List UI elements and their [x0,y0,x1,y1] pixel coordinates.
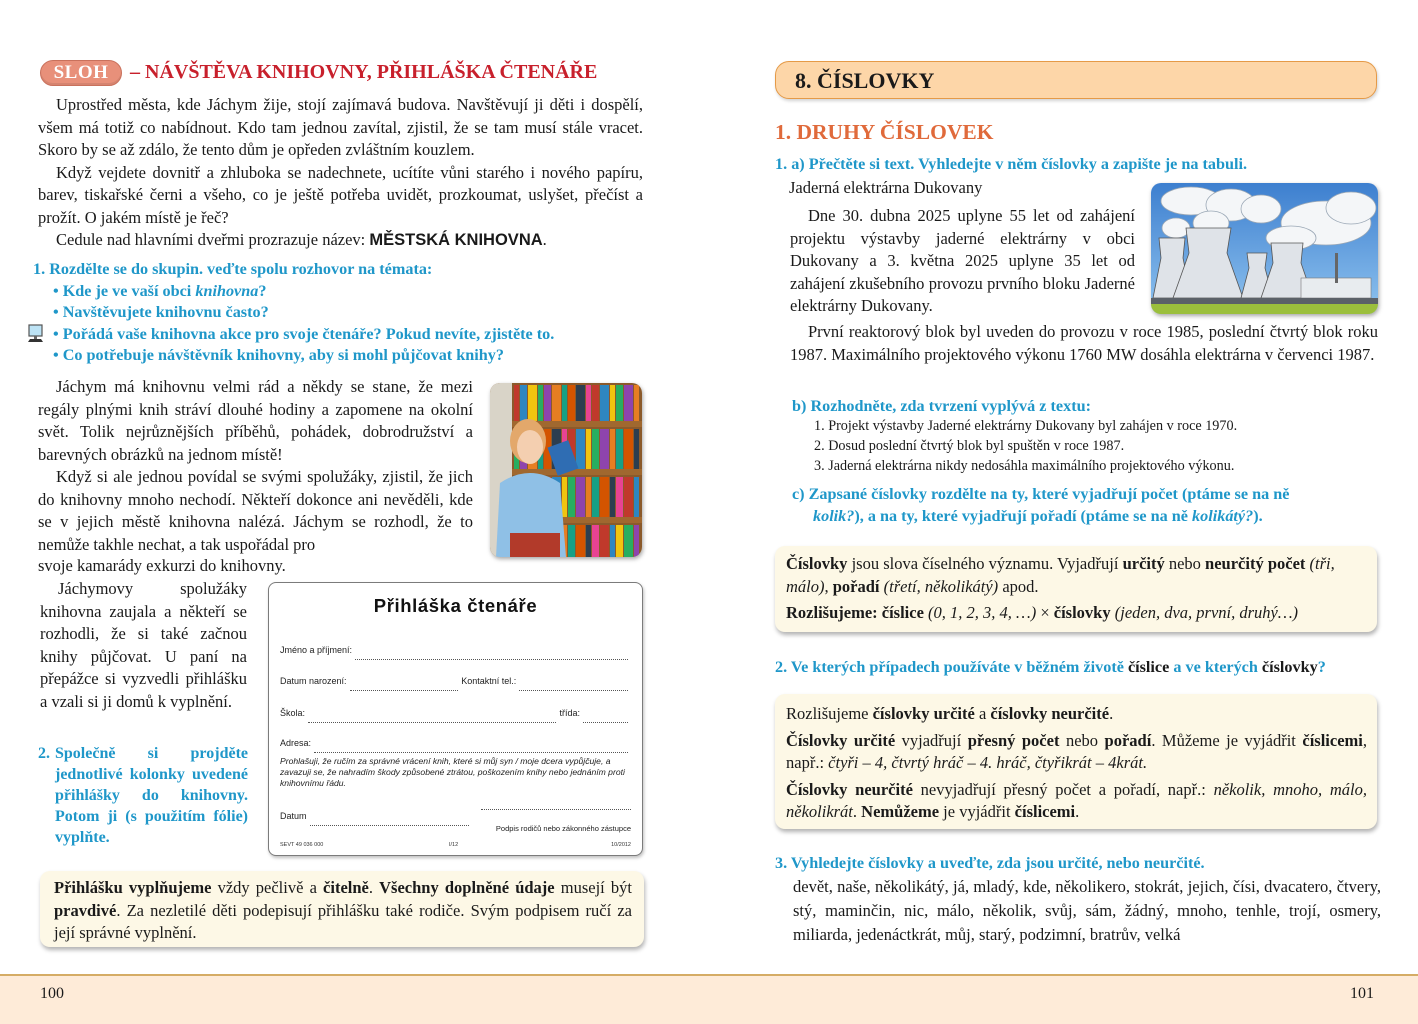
task-2-text: Společně si projděte jednotlivé kolonky uvedené přihlášky do knihovny. Potom ji (s použitím fólie) vyplňte. [55,745,248,846]
book-spine [552,385,561,421]
note-text: Rozlišujeme [786,704,873,723]
intro-paragraph-1: Uprostřed města, kde Jáchym žije, stojí zajímavá budova. Navštěvují ji děti i dospělí, všem má totiž co nabídnout. Kdo tam jednou zavítal, zjistil, že se tam musí stále vracet. Skoro by se až zdálo, že tento dům je opředen zvláštním kouzlem. [38,95,643,159]
note-text: jsou slova číselného významu. Vyjadřují [847,554,1123,573]
note-text: je vyjádřit [939,802,1015,821]
task-1-bullet: • Pořádá vaše knihovna akce pro svoje čtenáře? Pokud nevíte, zjistěte to. [53,324,555,343]
task-2 [38,743,248,848]
statements-list [814,416,1237,476]
note-bold: číslicemi [1014,802,1076,821]
form-declaration: Prohlašuji, že ručím za správné vrácení knih, které si můj syn / moje dcera vypůjčuje, a zavazuji se, že nahradím škody způsobené ztrátou, poškozením knihy nebo jednáním proti knihovnímu řádu. [280,756,625,788]
form-label: Adresa: [280,738,312,748]
form-row-school [280,702,631,725]
book-spine [634,385,639,421]
book-spine [610,477,615,517]
numerals-definition-note [775,546,1377,632]
book-spine [576,525,585,557]
question-text: ? [1317,658,1326,676]
form-label: Kontaktní tel.: [461,676,517,686]
task-2-number: 2. [38,745,50,762]
page-number-right: 101 [1350,985,1374,1002]
book-spine [610,385,615,421]
section-title: 1. DRUHY ČÍSLOVEK [775,120,994,144]
task-1-heading: 1. Rozdělte se do skupin. veďte spolu rozhovor na témata: [33,260,433,278]
note-text: . [368,878,380,897]
note-bold: čitelně [323,878,369,897]
book-spine [586,385,591,421]
note-text: nebo [1164,554,1206,573]
book-spine [600,525,609,557]
article-title: Jaderná elektrárna Dukovany [789,178,983,197]
note-bold: číslicemi [1302,730,1363,750]
book-spine [576,429,585,469]
form-field-birth-date[interactable] [350,683,459,691]
note-bold: číslovky určité [872,704,975,723]
book-spine [616,385,623,421]
statement-item: 1. Projekt výstavby Jaderné elektrárny Dukovany byl zahájen v roce 1970. [814,418,1238,434]
question-text: ). [1253,507,1263,525]
note-bold: pořadí [832,576,880,596]
note-example: (tři, málo) [786,554,1335,596]
form-field-address[interactable] [314,745,628,753]
form-row-date [280,805,472,828]
page-number-left: 100 [40,985,64,1002]
question-text: ), a na ty, které vyjadřují pořadí (ptáme se na ně [854,507,1193,525]
form-row-name [280,639,631,662]
book-spine [624,477,633,517]
page-footer [0,974,1418,1024]
form-label: Jméno a příjmení: [280,645,353,655]
form-footer-date: 10/2012 [611,842,631,848]
note-bold: neurčitý počet [1205,554,1306,573]
book-spine [586,477,591,517]
types-line-2 [786,730,1367,775]
sloh-badge: SLOH [40,60,122,86]
form-signature-line[interactable] [481,809,631,810]
boy-in-library-illustration [490,383,642,557]
note-text: . [1075,802,1080,821]
question-3-words: devět, naše, několikátý, já, mladý, kde, několikero, stokrát, jejich, čísi, dvacatero, čtvery, stý, maminčin, nic, málo, několik, svůj, sám, žádný, mnoho, tenhle, trojí, osmery, miliarda, jedenáctkrát, můj, starý, podzimní, bratrův, velká [793,877,1381,944]
book-spine [568,525,575,557]
note-bold: číslovky [1053,603,1111,622]
note-text: nevyjadřují přesný počet a pořadí, např.: [912,779,1214,799]
note-text: , např.: [786,730,1367,772]
form-field-phone[interactable] [519,683,628,691]
story-text [38,376,473,556]
intro-paragraph-3 [38,229,643,252]
chapter-title: 8. ČÍSLOVKY [795,68,935,93]
question-emphasis: kolikátý? [1192,507,1254,525]
book-spine [592,525,599,557]
form-signature-label: Podpis rodičů nebo zákonného zástupce [495,824,631,833]
intro-text [38,94,643,252]
question-1c [792,483,1382,527]
library-application-form [268,582,643,856]
nuclear-plant-illustration [1151,183,1378,314]
book-spine [624,429,633,469]
story-continuation [40,578,247,713]
note-example: několik, mnoho, málo, několikrát [786,779,1367,821]
note-example: čtyři – 4, čtvrtý hráč – 4. hráč, čtyřikrát – 4krát. [828,753,1148,772]
bullet-text: • Kde je ve vaší obci [53,281,196,300]
book-spine [586,429,591,469]
form-title: Přihláška čtenáře [373,595,538,616]
note-text: × [1036,603,1054,622]
book-spine [544,385,551,421]
note-text: . [852,802,862,821]
note-bold: Rozlišujeme: číslice [786,603,924,622]
form-row-birth-phone [280,670,631,693]
book-spine [616,477,623,517]
book-spine [634,525,639,557]
statement-item: 3. Jaderná elektrárna nikdy nedosáhla maximálního projektového výkonu. [814,458,1235,474]
story-paragraph-2: Když si ale jednou povídal se svými spolužáky, zjistil, že jich do knihovny mnoho nechodí. Někteří dokonce ani nevěděli, kde se v jejich městě knihovna nalézá. Jáchym se rozhodl, že to nemůže takhle nechat, a tak uspořádal pro [38,467,473,554]
form-label: Škola: [280,708,306,718]
form-field-school[interactable] [308,715,556,723]
note-bold: Číslovky určité [786,730,896,750]
intro-paragraph-2: Když vejdete dovnitř a zhluboka se nadechnete, ucítíte vůni starého i nového papíru, barev, tiskařské černi a všeho, co je ještě potřeba uvidět, prozkoumat, uslyšet, přečíst a prožít. O jakém místě je řeč? [38,162,643,227]
question-2 [775,656,1385,679]
sign-prefix: Cedule nad hlavními dveřmi prozrazuje název: [56,230,370,249]
note-text: apod. [998,576,1039,596]
book-spine [520,385,527,421]
form-footer-mid: I/12 [449,842,459,848]
book-spine [562,477,567,517]
note-text: . [1109,704,1114,723]
book-spine [528,385,537,421]
book-spine [600,477,609,517]
form-label: Datum narození: [280,676,347,686]
book-spine [592,477,599,517]
question-keyword: číslice [1127,658,1170,676]
note-text: a [974,704,991,723]
question-text: a ve kterých [1169,658,1262,676]
question-emphasis: kolik? [813,507,855,525]
book-spine [538,385,543,421]
book-spine [592,385,599,421]
book-spine [592,429,599,469]
note-text: nebo [1059,730,1105,750]
note-bold: přesný počet [967,730,1060,750]
form-label: Datum [280,811,307,821]
story-paragraph-3: Jáchymovy spolužáky knihovna zaujala a někteří se rozhodli, že si také začnou knihy půjčovat. U paní na přepážce si vyzvedli přihlášku a vzali si ji domů k vyplnění. [40,579,247,711]
form-footer-code: SEVT 49 036 000 [280,842,324,848]
statement-item: 2. Dosud poslední čtvrtý blok byl spuštěn v roce 1987. [814,438,1125,454]
note-bold: Nemůžeme [861,802,940,821]
book-spine [624,525,633,557]
note-text: , [824,576,833,596]
left-page-title: – NÁVŠTĚVA KNIHOVNY, PŘIHLÁŠKA ČTENÁŘE [130,61,598,83]
note-text: . Můžeme je vyjádřit [1151,730,1303,750]
book-spine [624,385,633,421]
book-spine [616,525,623,557]
story-paragraph-1: Jáchym má knihovnu velmi rád a někdy se stane, že mezi regály plnými knih stráví dlouhé hodiny a zapomene na okolní svět. Tolik nejrůznějších příběhů, pohádek, dobrodružství a barevných obrázků na jednom místě! [38,377,473,464]
book-spine [568,385,575,421]
story-last-line: svoje kamarády exkurzi do knihovny. [38,556,286,575]
question-keyword: číslovky [1261,658,1318,676]
note-bold: Přihlášku vyplňujeme [54,878,212,897]
definition-line-2 [786,602,1367,625]
book-spine [576,385,585,421]
question-1b: b) Rozhodněte, zda tvrzení vyplývá z textu: [792,397,1091,415]
book-spine [562,385,567,421]
form-label: třída: [559,708,580,718]
article-paragraph-1: Dne 30. dubna 2025 uplyne 55 let od zahájení projektu výstavby jaderné elektrárny v obci Dukovany a 3. května 2025 uplyne 35 let od zahájení zkušebního provozu prvního bloku Jaderné elektrárny Dukovany. [790,206,1135,315]
book-spine [568,477,575,517]
form-field-date[interactable] [310,818,469,826]
form-filling-note [40,871,644,947]
note-bold: pravdivé [54,900,117,920]
question-1c-line-1: c) Zapsané číslovky rozdělte na ty, které vyjadřují počet (ptáme se na ně [792,485,1290,503]
note-text: vyjadřují [895,730,968,750]
form-field-name[interactable] [355,652,628,660]
computer-icon [26,324,48,344]
book-spine [576,477,585,517]
note-text: vždy pečlivě a [211,878,324,897]
note-bold: Všechny doplněné údaje [379,878,555,897]
question-1a: 1. a) Přečtěte si text. Vyhledejte v něm číslovky a zapište je na tabuli. [775,155,1248,173]
book-spine [634,429,639,469]
book-spine [610,525,615,557]
book-spine [600,385,609,421]
form-row-address [280,732,631,755]
task-1-bullet: • Navštěvujete knihovnu často? [53,303,269,321]
note-bold: číslovky neurčité [990,704,1110,723]
task-1 [33,259,633,367]
question-1c-line-2 [792,505,1382,527]
note-text: . Za nezletilé děti podepisují přihlášku také rodiče. Svým podpisem ručí za její správné vyplnění. [54,900,632,942]
book-spine [634,477,639,517]
sign-suffix: . [542,230,547,249]
bullet-text: ? [258,281,267,300]
note-text: musejí být [554,878,632,897]
types-line-3 [786,779,1367,824]
chapter-header [775,61,1377,99]
question-text: 2. Ve kterých případech používáte v běžném životě [775,658,1128,676]
note-bold: pořadí [1104,730,1152,750]
book-spine [616,429,623,469]
note-bold: Číslovky [786,554,848,573]
book-spine [600,429,609,469]
definition-line-1 [786,553,1367,598]
question-3: 3. Vyhledejte číslovky a uveďte, zda jsou určité, nebo neurčité. [775,854,1205,872]
task-1-bullet: • Co potřebuje návštěvník knihovny, aby si mohl půjčovat knihy? [53,346,504,364]
note-bold: určitý [1122,554,1165,573]
form-field-class[interactable] [583,715,628,723]
bullet-emphasis: knihovna [195,281,259,300]
task-1-bullet [33,281,633,303]
library-name: MĚSTSKÁ KNIHOVNA [369,231,543,249]
note-bold: Číslovky neurčité [786,779,913,799]
book-spine [514,385,519,421]
note-example: (jeden, dva, první, druhý…) [1110,603,1299,622]
book-spine [586,525,591,557]
note-example: (třetí, několikátý) [879,576,999,596]
numerals-types-note [775,694,1377,829]
types-line-1 [786,703,1367,726]
article-paragraph-2: První reaktorový blok byl uveden do provozu v roce 1985, poslední čtvrtý blok roku 1987. Maximálního projektového výkonu 1760 MW dosáhla elektrárna v červenci 1987. [790,322,1378,364]
note-example: (0, 1, 2, 3, 4, …) [923,603,1037,622]
book-spine [610,429,615,469]
